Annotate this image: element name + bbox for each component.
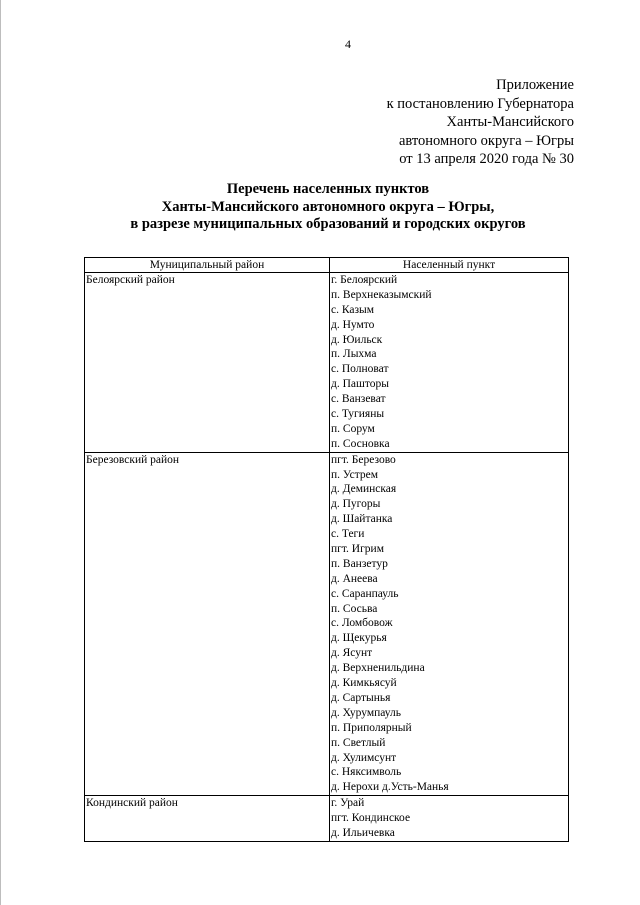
table-row	[85, 452, 569, 795]
settlement-item: д. Щекурья	[331, 632, 387, 645]
settlement-item: п. Светлый	[331, 736, 386, 749]
settlement-item: с. Ванзеват	[331, 393, 386, 406]
settlement-item: с. Няксимволь	[331, 766, 402, 779]
settlement-item: д. Ильичевка	[331, 826, 395, 839]
settlement-item: пгт. Кондинское	[331, 812, 411, 825]
settlement-item: с. Саранпауль	[331, 587, 399, 600]
table-row	[85, 796, 569, 842]
table-header-row	[85, 258, 569, 273]
settlement-item: с. Полноват	[331, 363, 389, 376]
settlement-cell	[330, 273, 569, 453]
settlement-item: п. Верхнеказымский	[331, 288, 432, 301]
settlement-item: д. Сартынья	[331, 691, 391, 704]
settlement-item: д. Пашторы	[331, 378, 389, 391]
district-name: Белоярский район	[86, 274, 175, 286]
district-cell	[85, 452, 330, 795]
settlement-item: д. Хурумпауль	[331, 706, 402, 719]
settlement-item: д. Хулимсунт	[331, 751, 397, 764]
settlement-item: с. Казым	[331, 303, 375, 316]
appendix-line: автономного округа – Югры	[398, 132, 574, 149]
settlement-item: п. Приполярный	[331, 721, 412, 734]
column-header-district: Муниципальный район	[85, 258, 330, 273]
settlement-item: г. Урай	[331, 797, 365, 810]
title-line: в разрезе муниципальных образований и городских округов	[130, 216, 526, 232]
settlement-item: п. Лыхма	[331, 348, 377, 361]
settlement-item: пгт. Березово	[331, 453, 396, 466]
title-line: Ханты-Мансийского автономного округа – Югры,	[161, 198, 495, 215]
settlement-item: д. Ясунт	[331, 647, 373, 660]
settlement-item: г. Белоярский	[331, 274, 398, 286]
settlement-item: д. Пугоры	[331, 498, 381, 511]
settlement-item: д. Нумто	[331, 318, 375, 331]
settlement-item: д. Юильск	[331, 333, 383, 346]
appendix-header	[387, 76, 574, 169]
settlement-item: п. Сосновка	[331, 437, 390, 450]
appendix-line: к постановлению Губернатора	[386, 95, 574, 112]
settlement-item: с. Тугияны	[331, 408, 385, 421]
page-number: 4	[345, 37, 351, 51]
appendix-line: от 13 апреля 2020 года № 30	[399, 151, 574, 168]
appendix-line: Ханты-Мансийского	[446, 114, 574, 131]
settlement-item: д. Анеева	[331, 572, 378, 585]
settlement-item: с. Теги	[331, 528, 365, 541]
appendix-line: Приложение	[496, 77, 574, 93]
settlement-item: п. Устрем	[331, 468, 379, 481]
settlement-item: д. Кимкьясуй	[331, 677, 397, 690]
settlement-item: д. Нерохи д.Усть-Манья	[331, 781, 449, 794]
settlement-cell	[330, 796, 569, 842]
district-name: Кондинский район	[86, 797, 178, 810]
table-row	[85, 273, 569, 453]
district-cell	[85, 796, 330, 842]
district-cell	[85, 273, 330, 453]
document-title	[0, 181, 640, 234]
settlements-table	[84, 257, 569, 842]
settlement-cell	[330, 452, 569, 795]
settlement-item: п. Ванзетур	[331, 557, 388, 570]
settlement-item: с. Ломбовож	[331, 617, 393, 630]
column-header-settlement: Населенный пункт	[330, 258, 569, 273]
settlement-item: п. Сорум	[331, 422, 375, 435]
settlement-item: д. Шайтанка	[331, 513, 393, 526]
settlement-item: пгт. Игрим	[331, 543, 384, 556]
settlement-item: д. Верхненильдина	[331, 662, 425, 675]
title-line: Перечень населенных пунктов	[226, 181, 430, 197]
settlement-item: д. Деминская	[331, 483, 397, 496]
scan-edge	[0, 0, 1, 905]
district-name: Березовский район	[86, 453, 180, 466]
table-body	[85, 273, 569, 842]
settlement-item: п. Сосьва	[331, 602, 378, 615]
